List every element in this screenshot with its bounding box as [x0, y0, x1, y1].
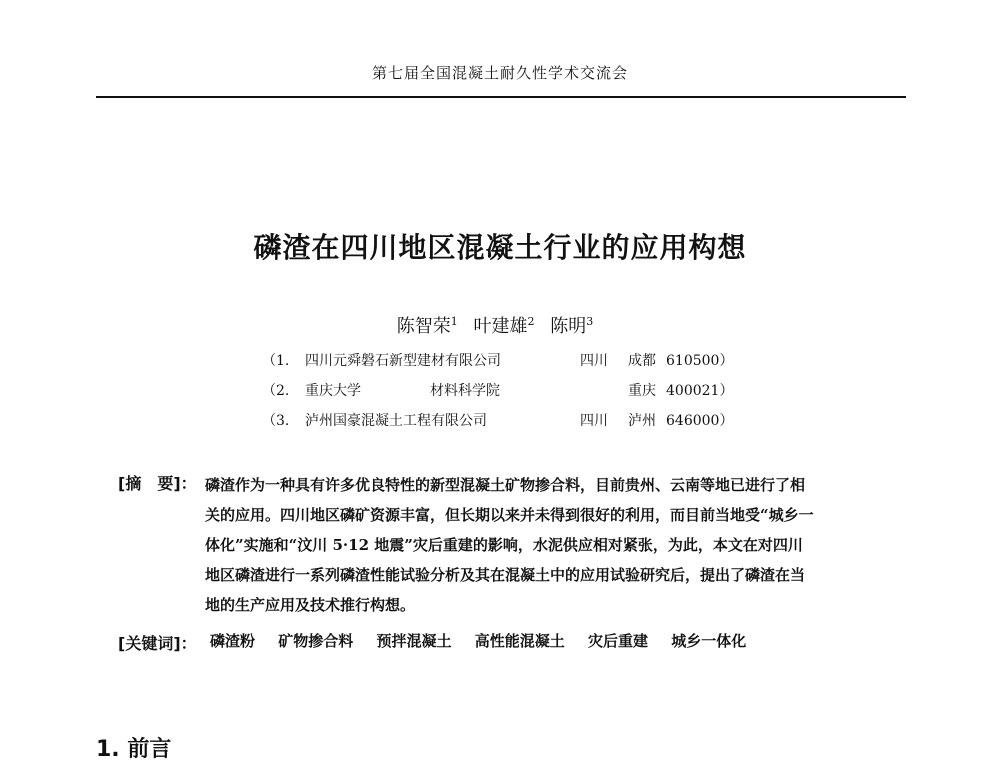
running-header: 第七届全国混凝土耐久性学术交流会	[371, 64, 628, 82]
abstract-line: 关的应用。四川地区磷矿资源丰富，但长期以来并未得到很好的利用，而目前当地受“城乡一	[205, 506, 814, 524]
author-list	[0, 312, 1000, 338]
paper-title: 磷渣在四川地区混凝土行业的应用构想	[253, 231, 747, 264]
author: 陈智荣$^1$	[396, 315, 458, 337]
abstract-line: 磷渣作为一种具有许多优良特性的新型混凝土矿物掺合料，目前贵州、云南等地已进行了相	[205, 476, 806, 494]
keyword: 高性能混凝土	[474, 632, 565, 650]
abstract-label: [摘 要]：	[118, 474, 197, 493]
keyword: 磷渣粉	[210, 632, 256, 650]
section-heading: 1. 前言	[96, 737, 172, 762]
keyword: 矿物掺合料	[278, 632, 354, 650]
abstract-line: 地的生产应用及技术推行构想。	[205, 596, 416, 614]
author: 陈明$^3$	[550, 315, 594, 337]
keyword: 灾后重建	[588, 632, 649, 650]
keyword: 城乡一体化	[671, 632, 747, 650]
affiliation-3: （3. 泸州国豪混凝土工程有限公司 四川 泸州 646000）	[262, 413, 734, 429]
keyword: 预拌混凝土	[376, 632, 452, 650]
keyword-list	[210, 630, 764, 651]
abstract-body	[205, 470, 907, 620]
affiliation-2: （2. 重庆大学 材料科学院 重庆 400021）	[262, 383, 734, 399]
affiliation-1: （1. 四川元舜磐石新型建材有限公司 四川 成都 610500）	[262, 353, 734, 369]
keywords-label: [关键词]：	[118, 634, 197, 653]
abstract-line: 体化”实施和“汶川 5·12 地震”灾后重建的影响，水泥供应相对紧张，为此，本文在对四川	[205, 536, 803, 554]
abstract-line: 地区磷渣进行一系列磷渣性能试验分析及其在混凝土中的应用试验研究后，提出了磷渣在当	[205, 566, 806, 584]
header-rule	[96, 96, 906, 98]
author: 叶建雄$^2$	[473, 315, 535, 337]
